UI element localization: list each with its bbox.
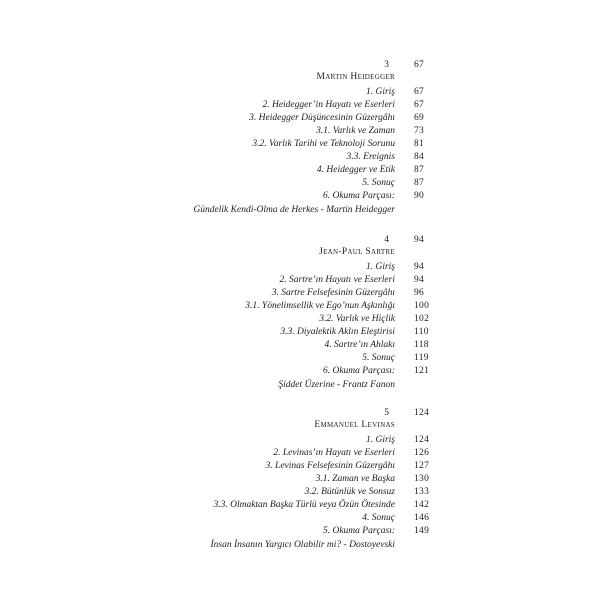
toc-entry-page: 73 bbox=[414, 126, 425, 136]
toc-entry-label: 6. Okuma Parçası: bbox=[322, 191, 395, 201]
chapter-page-number: 94 bbox=[414, 235, 425, 245]
toc-entry-label: 2. Sartre’ın Hayatı ve Eserleri bbox=[279, 275, 395, 285]
toc-entry-page: 87 bbox=[414, 178, 425, 188]
toc-entry-page: 110 bbox=[414, 327, 429, 337]
toc-entry-label: 3.2. Varlık Tarihi ve Teknoloji Sorunu bbox=[252, 139, 395, 149]
toc-entry bbox=[0, 486, 600, 499]
toc-entry-label: 5. Okuma Parçası: bbox=[322, 526, 395, 536]
toc-entry-label: 2. Heidegger’in Hayatı ve Eserleri bbox=[262, 100, 395, 110]
toc-entry bbox=[0, 261, 600, 274]
toc-entry-label: 1. Giriş bbox=[365, 262, 395, 272]
toc-entry-page: 142 bbox=[414, 500, 430, 510]
toc-entry-label: 5. Sonuç bbox=[362, 178, 395, 188]
toc-entry bbox=[0, 512, 600, 525]
toc-entry-label: 6. Okuma Parçası: bbox=[322, 366, 395, 376]
toc-entry bbox=[0, 190, 600, 203]
toc-entry bbox=[0, 99, 600, 112]
toc-entry bbox=[0, 339, 600, 352]
toc-entry bbox=[0, 177, 600, 190]
toc-entry-label: 4. Sartre’ın Ahlakı bbox=[324, 340, 395, 350]
toc-entry-page: 119 bbox=[414, 353, 429, 363]
chapter-number: 5 bbox=[384, 408, 389, 418]
chapter-title: Emmanuel Levinas bbox=[314, 420, 395, 430]
toc-entry-page: 81 bbox=[414, 139, 425, 149]
toc-entry-label: 3.2. Bütünlük ve Sonsuz bbox=[304, 487, 395, 497]
toc-entry-page: 118 bbox=[414, 340, 429, 350]
toc-entry-page: 133 bbox=[414, 487, 430, 497]
toc-entry-page: 84 bbox=[414, 152, 425, 162]
toc-entry-label: 3.2. Varlık ve Hiçlik bbox=[319, 314, 395, 324]
toc-entry bbox=[0, 352, 600, 365]
toc-entry bbox=[0, 447, 600, 460]
chapter-page-number: 124 bbox=[414, 408, 430, 418]
toc-entry-page: 96 bbox=[414, 288, 425, 298]
toc-entry bbox=[0, 125, 600, 138]
toc-entry-label: 4. Sonuç bbox=[362, 513, 395, 523]
toc-entry-page: 126 bbox=[414, 448, 430, 458]
toc-entry bbox=[0, 473, 600, 486]
reading-piece-title: İnsan İnsanın Yargıcı Olabilir mi? - Dostoyevski bbox=[210, 540, 395, 550]
toc-entry bbox=[0, 138, 600, 151]
toc-entry-label: 2. Levinas’ın Hayatı ve Eserleri bbox=[273, 448, 395, 458]
toc-entry bbox=[0, 112, 600, 125]
toc-entry-page: 149 bbox=[414, 526, 430, 536]
toc-entry-label: 3.3. Diyalektik Aklın Eleştirisi bbox=[280, 327, 395, 337]
toc-entry-label: 3.1. Yönelimsellik ve Ego’nun Aşkınlığı bbox=[245, 301, 395, 311]
chapter-page-number: 67 bbox=[414, 60, 425, 70]
toc-entry-page: 130 bbox=[414, 474, 430, 484]
toc-entry bbox=[0, 151, 600, 164]
toc-entry-page: 94 bbox=[414, 262, 425, 272]
toc-entry-label: 4. Heidegger ve Etik bbox=[316, 165, 395, 175]
toc-entry-label: 3.1. Zaman ve Başka bbox=[315, 474, 395, 484]
toc-entry bbox=[0, 300, 600, 313]
toc-entry bbox=[0, 287, 600, 300]
toc-entry-page: 100 bbox=[414, 301, 430, 311]
toc-entry-page: 67 bbox=[414, 100, 425, 110]
toc-entry bbox=[0, 499, 600, 512]
chapter-title: Martin Heidegger bbox=[316, 72, 395, 82]
reading-piece-title: Gündelik Kendi-Olma de Herkes - Martin Heidegger bbox=[193, 205, 395, 215]
toc-entry-label: 3. Levinas Felsefesinin Güzergâhı bbox=[265, 461, 395, 471]
chapter-title: Jean-Paul Sartre bbox=[319, 247, 395, 257]
toc-entry-label: 3. Sartre Felsefesinin Güzergâhı bbox=[271, 288, 395, 298]
toc-entry-page: 90 bbox=[414, 191, 425, 201]
toc-entry-page: 146 bbox=[414, 513, 430, 523]
toc-entry-label: 3.1. Varlık ve Zaman bbox=[316, 126, 395, 136]
toc-entry-page: 102 bbox=[414, 314, 430, 324]
toc-entry-page: 67 bbox=[414, 87, 425, 97]
toc-entry-label: 3. Heidegger Düşüncesinin Güzergâhı bbox=[249, 113, 395, 123]
toc-entry bbox=[0, 434, 600, 447]
chapter-number: 4 bbox=[384, 235, 389, 245]
reading-piece-title: Şiddet Üzerine - Frantz Fanon bbox=[278, 380, 395, 390]
toc-entry-label: 3.3. Ereignis bbox=[346, 152, 395, 162]
toc-entry bbox=[0, 313, 600, 326]
toc-entry-page: 124 bbox=[414, 435, 430, 445]
chapter-number: 3 bbox=[384, 60, 389, 70]
toc-entry-label: 5. Sonuç bbox=[362, 353, 395, 363]
toc-entry-label: 1. Giriş bbox=[365, 87, 395, 97]
toc-entry-page: 94 bbox=[414, 275, 425, 285]
toc-entry-label: 1. Giriş bbox=[365, 435, 395, 445]
toc-entry-page: 69 bbox=[414, 113, 425, 123]
toc-entry-page: 127 bbox=[414, 461, 430, 471]
toc-entry bbox=[0, 326, 600, 339]
toc-entry bbox=[0, 86, 600, 99]
toc-entry bbox=[0, 365, 600, 378]
toc-entry bbox=[0, 460, 600, 473]
toc-entry bbox=[0, 525, 600, 538]
toc-entry bbox=[0, 164, 600, 177]
toc-entry-label: 3.3. Olmaktan Başka Türlü veya Özün Ötesinde bbox=[213, 500, 395, 510]
toc-entry bbox=[0, 274, 600, 287]
toc-entry-page: 121 bbox=[414, 366, 430, 376]
toc-entry-page: 87 bbox=[414, 165, 425, 175]
